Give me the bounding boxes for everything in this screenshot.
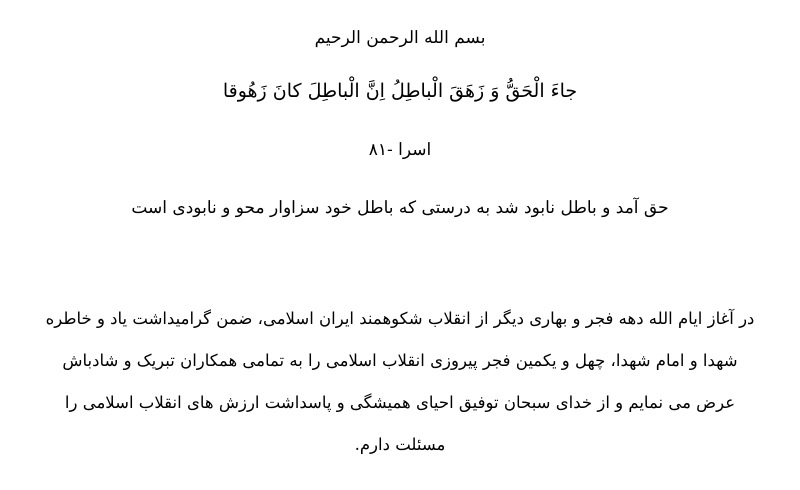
verse-translation: حق آمد و باطل نابود شد به درستی که باطل خود سزاوار محو و نابودی است xyxy=(131,198,669,218)
quran-verse: جاءَ الْحَقُّ وَ زَهَقَ الْباطِلُ اِنَّ الْباطِلَ کانَ زَهُوقا xyxy=(222,80,578,102)
verse-reference: اسرا -۸۱ xyxy=(368,140,432,160)
paragraph-line: عرض می نمایم و از خدای سبحان توفیق احیای همیشگی و پاسداشت ارزش های انقلاب اسلامی را xyxy=(64,393,736,412)
paragraph-line: مسئلت دارم. xyxy=(354,435,446,454)
paragraph-line: شهدا و امام شهدا، چهل و یکمین فجر پیروزی انقلاب اسلامی را به تمامی همکاران تبریک و شادباش xyxy=(62,351,738,370)
paragraph-line: در آغاز ایام الله دهه فجر و بهاری دیگر از انقلاب شکوهمند ایران اسلامی، ضمن گرامیداشت یاد و خاطره xyxy=(45,309,755,328)
basmala-heading: بسم الله الرحمن الرحيم xyxy=(314,28,486,48)
message-paragraph xyxy=(36,298,764,466)
